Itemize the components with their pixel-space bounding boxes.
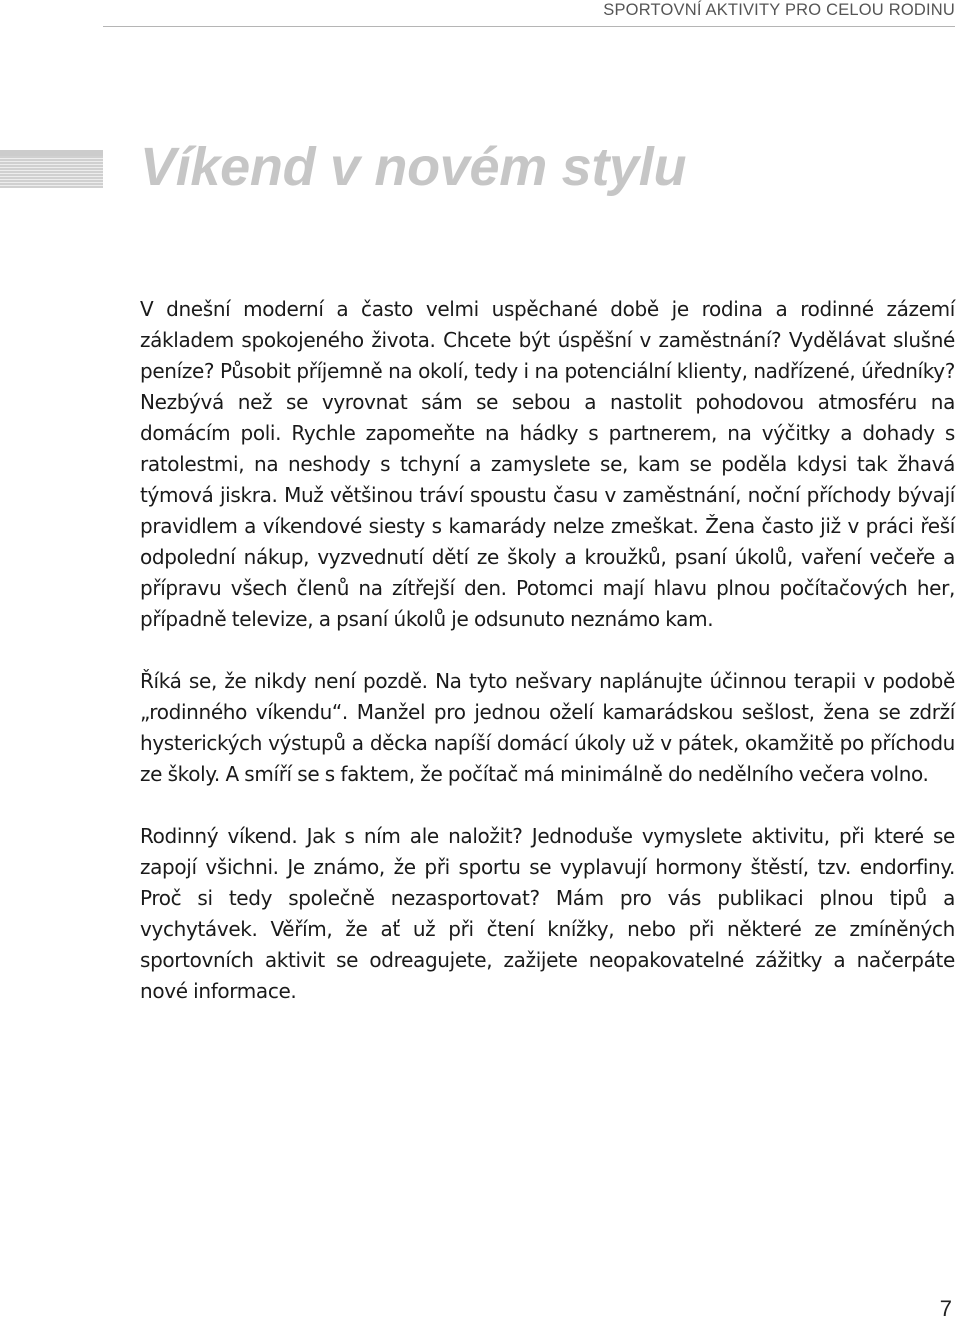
- running-header: [103, 0, 955, 27]
- paragraph-1: V dnešní moderní a často velmi uspěchané době je rodina a rodinné zázemí základem spokojeného života. Chcete být úspěšní v zaměstnání? Vydělávat slušné peníze? Působit příjemně na okolí, tedy i na potenciální klienty, nadřízené, úředníky? Nezbývá než se vyrovnat sám se sebou a nastolit pohodovou atmosféru na domácím poli. Rychle zapomeňte na hádky s partnerem, na výčitky a dohady s ratolestmi, na neshody s tchyní a zamyslete se, kam se poděla kdysi tak žhavá týmová jiskra. Muž většinou tráví spoustu času v zaměstnání, noční příchody bývají pravidlem a víkendové siesty s kamarády nelze zmeškat. Žena často již v práci řeší odpolední nákup, vyzvednutí dětí ze školy a kroužků, psaní úkolů, vaření večeře a přípravu všech členů na zítřejší den. Potomci mají hlavu plnou počítačových her, případně televize, a psaní úkolů je odsunuto neznámo kam.: [140, 297, 955, 631]
- paragraph-2: Říká se, že nikdy není pozdě. Na tyto nešvary naplánujte účinnou terapii v podobě „rodinného víkendu“. Manžel pro jednou oželí kamarádskou sešlost, žena se zdrží hysterických výstupů a děcka napíší domácí úkoly už v pátek, okamžitě po příchodu ze školy. A smíří se s faktem, že počítač má minimálně do nedělního večera volno.: [140, 669, 955, 786]
- body-text: [140, 294, 955, 1038]
- title-decoration-bar: [0, 150, 103, 188]
- running-header-title: SPORTOVNÍ AKTIVITY PRO CELOU RODINU: [603, 1, 955, 19]
- page-title: Víkend v novém stylu: [140, 137, 687, 197]
- paragraph-3: Rodinný víkend. Jak s ním ale naložit? Jednoduše vymyslete aktivitu, při které se zapojí všichni. Je známo, že při sportu se vyplavují hormony štěstí, tzv. endorfiny. Proč si tedy společně nezasportovat? Mám pro vás publikaci plnou tipů a vychytávek. Věřím, že ať už při čtení knížky, nebo při některé ze zmíněných sportovních aktivit se odreagujete, zažijete neopakovatelné zážitky a načerpáte nové informace.: [140, 824, 955, 1003]
- page-number: 7: [939, 1296, 952, 1321]
